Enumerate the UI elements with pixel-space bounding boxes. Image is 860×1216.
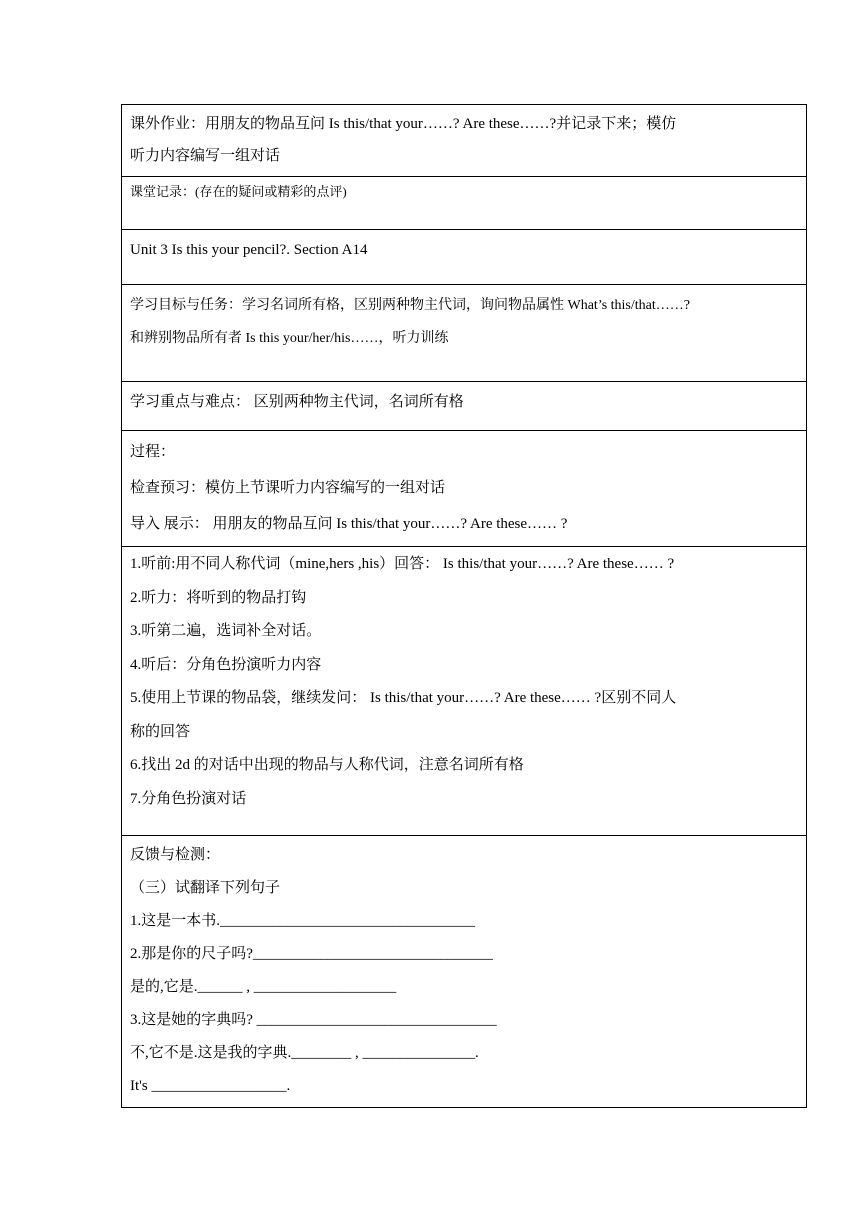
- homework-cell: [122, 105, 807, 177]
- translation-item: 不,它不是.这是我的字典.________ , _______________.: [130, 1045, 479, 1061]
- feedback-row: [122, 836, 807, 1108]
- process-review: 检查预习：模仿上节课听力内容编写的一组对话: [130, 480, 446, 496]
- steps-row: [122, 547, 807, 836]
- lesson-plan-table: [121, 104, 807, 1108]
- objectives-line-1: 学习目标与任务：学习名词所有格，区别两种物主代词，询问物品属性 What’s this/that……?: [130, 298, 690, 313]
- translation-item: 3.这是她的字典吗? ________________________________: [130, 1012, 497, 1028]
- unit-title-row: [122, 230, 807, 285]
- feedback-section-title: （三）试翻译下列句子: [130, 880, 281, 896]
- process-intro: 导入 展示： 用朋友的物品互问 Is this/that your……? Are these…… ?: [130, 516, 568, 532]
- translation-item: 2.那是你的尺子吗?________________________________: [130, 946, 493, 962]
- step-item: 3.听第二遍，选词补全对话。: [130, 623, 322, 639]
- translation-item: 1.这是一本书.__________________________________: [130, 913, 476, 929]
- key-points-cell: [122, 382, 807, 431]
- class-notes-row: [122, 177, 807, 230]
- translation-item: It's __________________.: [130, 1078, 291, 1094]
- feedback-heading: 反馈与检测：: [130, 847, 221, 863]
- step-item: 5.使用上节课的物品袋，继续发问： Is this/that your……? Are these…… ?区别不同人: [130, 690, 677, 706]
- objectives-cell: [122, 285, 807, 382]
- step-item: 称的回答: [130, 723, 191, 740]
- feedback-cell: [122, 836, 807, 1108]
- process-heading: 过程：: [130, 444, 176, 460]
- key-points-row: [122, 382, 807, 431]
- translation-item: 是的,它是.______ , ___________________: [130, 979, 397, 995]
- homework-line-2: 听力内容编写一组对话: [130, 148, 281, 164]
- step-item: 4.听后：分角色扮演听力内容: [130, 656, 322, 673]
- objectives-row: [122, 285, 807, 382]
- key-points: 学习重点与难点： 区别两种物主代词，名词所有格: [130, 394, 464, 410]
- step-item: 1.听前:用不同人称代词（mine,hers ,his）回答： Is this/that your……? Are these…… ?: [130, 556, 675, 572]
- homework-row: [122, 105, 807, 177]
- step-item: 7.分角色扮演对话: [130, 790, 247, 807]
- homework-line-1: 课外作业：用朋友的物品互问 Is this/that your……? Are these……?并记录下来；模仿: [130, 116, 677, 132]
- class-notes-cell: [122, 177, 807, 230]
- class-notes-label: 课堂记录：(存在的疑问或精彩的点评): [130, 184, 347, 199]
- unit-title: Unit 3 Is this your pencil?. Section A14: [130, 242, 368, 258]
- step-item: 2.听力：将听到的物品打钩: [130, 589, 307, 606]
- steps-cell: [122, 547, 807, 836]
- process-cell: [122, 431, 807, 547]
- step-item: 6.找出 2d 的对话中出现的物品与人称代词，注意名词所有格: [130, 757, 524, 773]
- objectives-line-2: 和辨别物品所有者 Is this your/her/his……，听力训练: [130, 331, 449, 346]
- unit-title-cell: [122, 230, 807, 285]
- process-row: [122, 431, 807, 547]
